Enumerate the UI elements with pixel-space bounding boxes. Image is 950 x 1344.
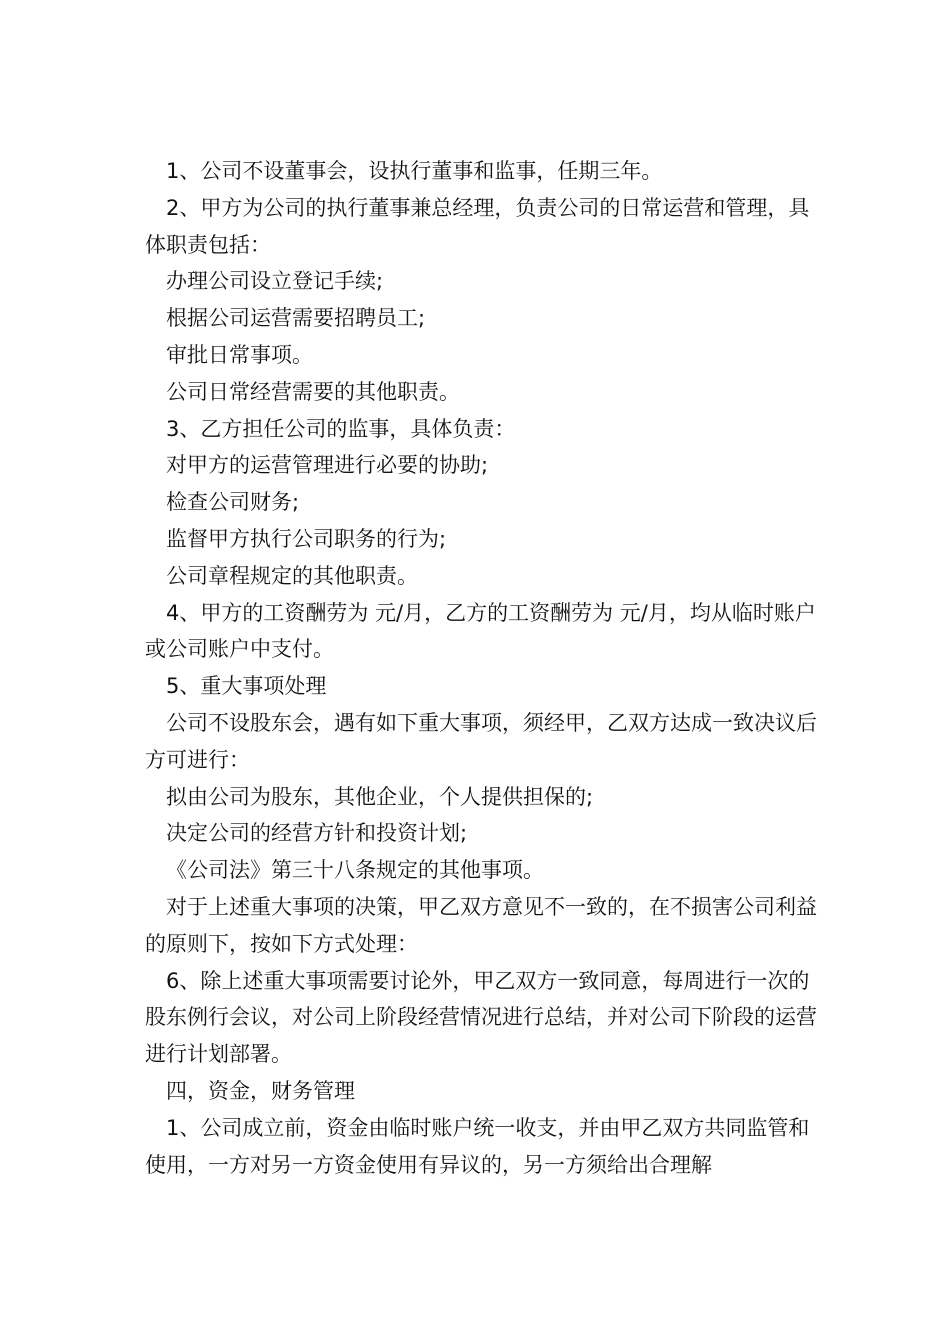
duty-item: 检查公司财务; [166,490,300,515]
clause-1: 1、公司不设董事会，设执行董事和监事，任期三年。 [166,159,663,183]
clause-6: 6、除上述重大事项需要讨论外，甲乙双方一致同意，每周进行一次的股东例行会议，对公司上阶段经营情况进行总结，并对公司下阶段的运营进行计划部署。 [145,968,817,1067]
major-matter-item: 拟由公司为股东，其他企业，个人提供担保的; [166,784,594,809]
duty-item: 审批日常事项。 [166,342,313,367]
duty-item: 监督甲方执行公司职务的行为; [166,526,447,551]
major-matter-item: 决定公司的经营方针和投资计划; [166,821,468,846]
section-heading-finance: 四，资金，财务管理 [166,1078,355,1103]
duty-item: 公司章程规定的其他职责。 [166,563,418,588]
clause-2: 2、甲方为公司的执行董事兼总经理，负责公司的日常运营和管理，具体职责包括： [145,195,810,257]
duty-item: 办理公司设立登记手续; [166,269,384,294]
major-matters-intro: 公司不设股东会，遇有如下重大事项，须经甲，乙双方达成一致决议后方可进行： [145,710,817,772]
duty-item: 对甲方的运营管理进行必要的协助; [166,453,489,478]
document-page [145,153,817,1183]
clause-5: 5、重大事项处理 [166,674,327,699]
finance-clause-1: 1、公司成立前，资金由临时账户统一收支，并由甲乙双方共同监管和使用，一方对另一方资金使用有异议的，另一方须给出合理解 [145,1115,810,1177]
disagreement-clause: 对于上述重大事项的决策，甲乙双方意见不一致的，在不损害公司利益的原则下，按如下方式处理： [145,894,817,956]
major-matter-item: 《公司法》第三十八条规定的其他事项。 [166,858,544,883]
duty-item: 根据公司运营需要招聘员工; [166,306,426,331]
duty-item: 公司日常经营需要的其他职责。 [166,379,460,404]
clause-3: 3、乙方担任公司的监事，具体负责： [166,416,516,441]
clause-4: 4、甲方的工资酬劳为 元/月，乙方的工资酬劳为 元/月，均从临时账户或公司账户中支付。 [145,600,816,662]
